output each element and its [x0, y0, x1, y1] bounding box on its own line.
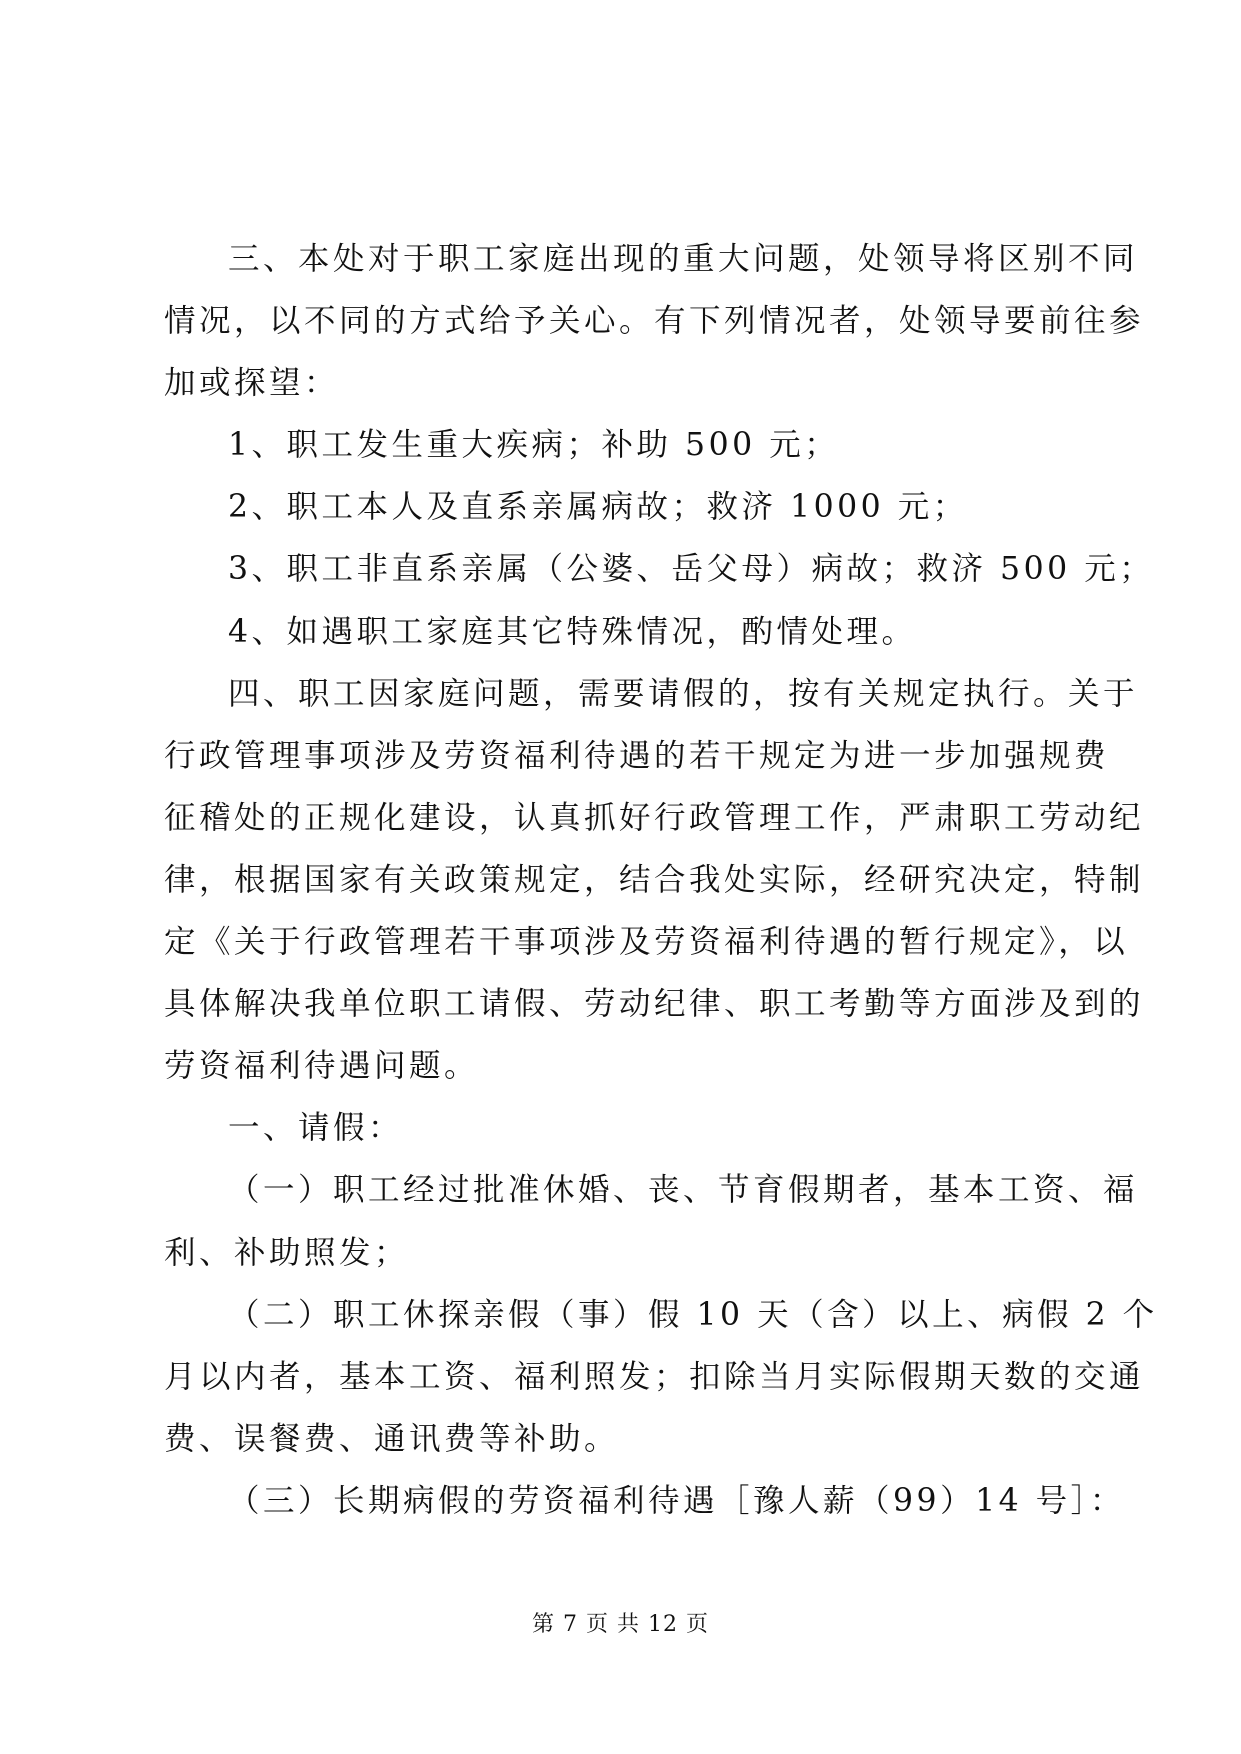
paragraph-line: 三、本处对于职工家庭出现的重大问题，处领导将区别不同 [228, 241, 1139, 277]
paragraph-line: 月以内者，基本工资、福利照发；扣除当月实际假期天数的交通 [164, 1358, 1145, 1395]
paragraph-line: 费、误餐费、通讯费等补助。 [164, 1420, 620, 1457]
paragraph-line: 征稽处的正规化建设，认真抓好行政管理工作，严肃职工劳动纪 [164, 799, 1145, 836]
paragraph-line: （二）职工休探亲假（事）假 10 天（含）以上、病假 2 个 [228, 1296, 1158, 1333]
paragraph-line: 具体解决我单位职工请假、劳动纪律、职工考勤等方面涉及到的 [164, 986, 1145, 1023]
list-item: 4、如遇职工家庭其它特殊情况，酌情处理。 [228, 613, 917, 650]
paragraph-line: 律，根据国家有关政策规定，结合我处实际，经研究决定，特制 [164, 861, 1145, 898]
paragraph-line: 利、补助照发； [164, 1234, 410, 1271]
section-heading: 一、请假： [228, 1110, 404, 1147]
paragraph-line: （一）职工经过批准休婚、丧、节育假期者，基本工资、福 [228, 1172, 1139, 1209]
paragraph-line: 情况，以不同的方式给予关心。有下列情况者，处领导要前往参 [164, 303, 1145, 340]
paragraph-line: 加或探望： [164, 365, 340, 402]
list-item: 2、职工本人及直系亲属病故；救济 1000 元； [228, 489, 968, 526]
paragraph-line: 劳资福利待遇问题。 [164, 1048, 480, 1085]
list-item: 1、职工发生重大疾病；补助 500 元； [228, 427, 840, 464]
paragraph-line: （三）长期病假的劳资福利待遇［豫人薪（99）14 号］： [228, 1482, 1125, 1519]
list-item: 3、职工非直系亲属（公婆、岳父母）病故；救济 500 元； [228, 551, 1155, 588]
page-number: 第 7 页 共 12 页 [532, 1612, 709, 1637]
document-body [164, 228, 1158, 1532]
paragraph-line: 行政管理事项涉及劳资福利待遇的若干规定为进一步加强规费 [164, 737, 1110, 774]
paragraph-line: 四、职工因家庭问题，需要请假的，按有关规定执行。关于 [228, 675, 1139, 712]
paragraph-line: 定《关于行政管理若干事项涉及劳资福利待遇的暂行规定》，以 [164, 924, 1129, 961]
